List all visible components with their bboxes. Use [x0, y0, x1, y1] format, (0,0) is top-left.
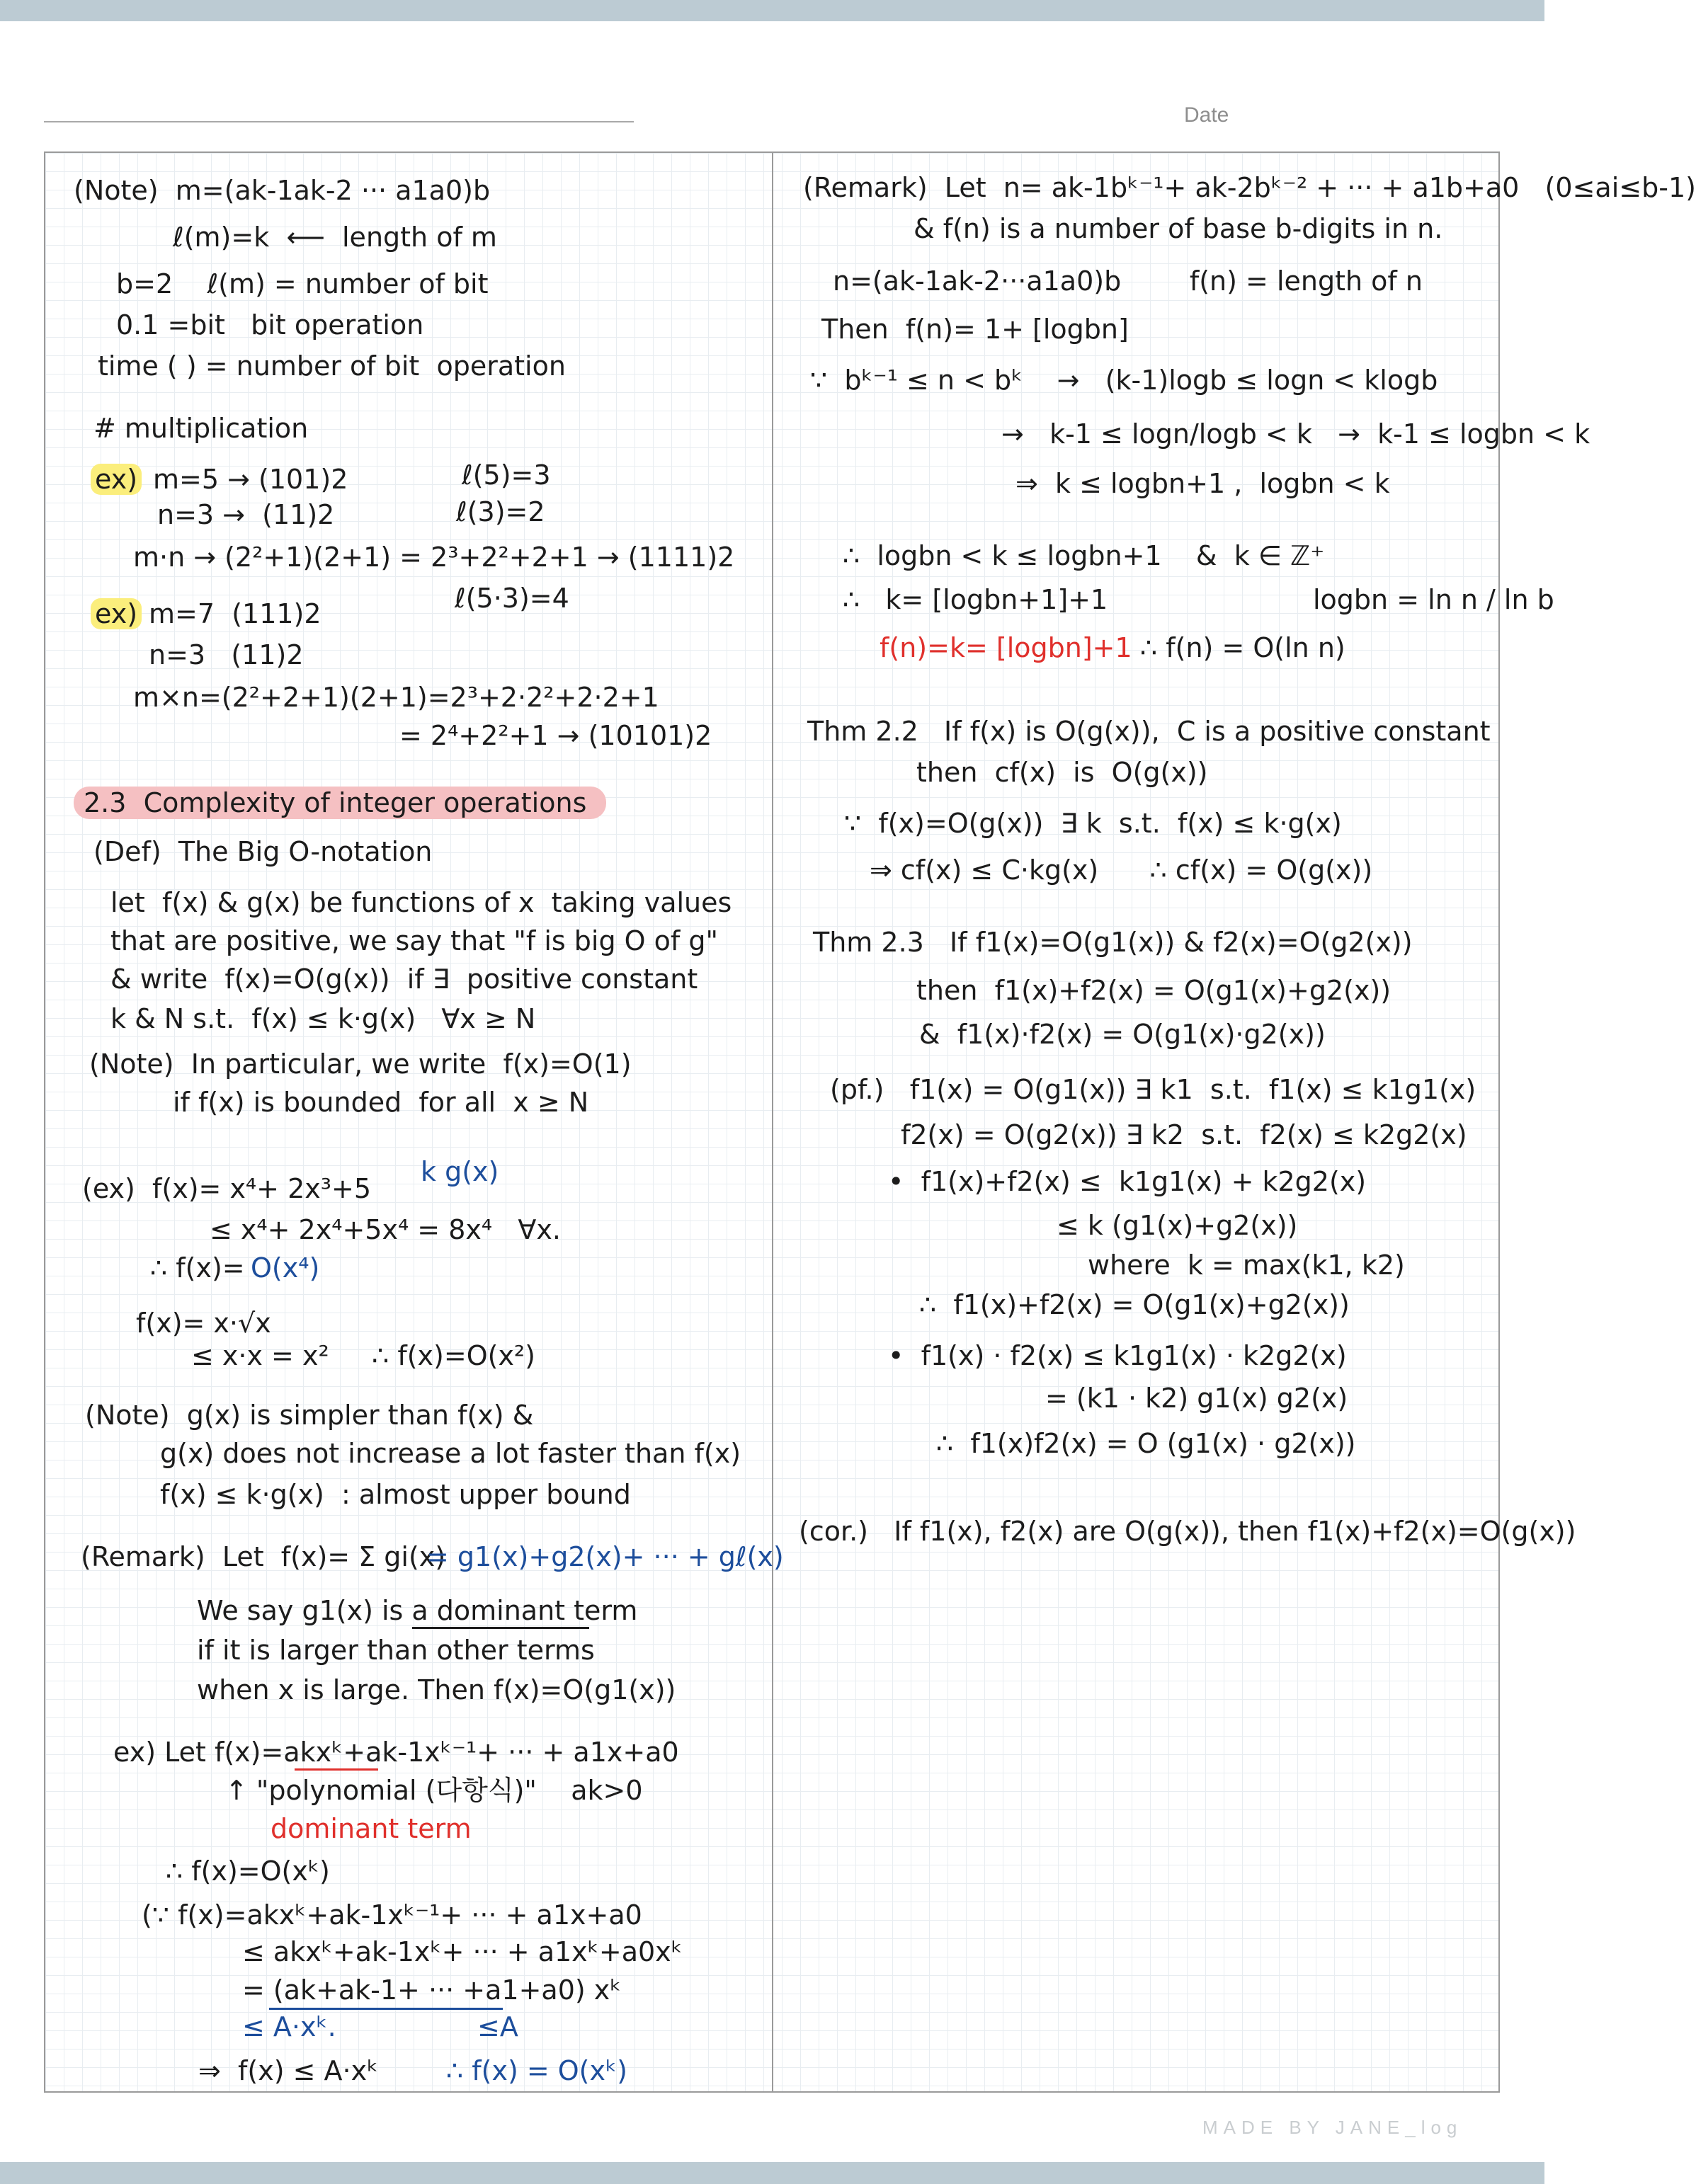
note-text: ↑ "polynomial (다항식)" ak>0 — [225, 1775, 643, 1806]
dominant-term-underline — [412, 1627, 589, 1629]
note-line — [91, 598, 142, 630]
note-line — [116, 309, 423, 341]
note-line — [142, 1899, 642, 1931]
note-text: ∴ f(x) = O(xᵏ) — [446, 2055, 627, 2086]
note-text: ∴ k= [logbn+1]+1 — [843, 584, 1108, 615]
note-line — [116, 268, 489, 300]
note-text: ⇒ f(x) ≤ A·xᵏ — [198, 2055, 379, 2086]
note-line — [936, 1427, 1355, 1460]
note-text: g(x) does not increase a lot faster than f(x) — [160, 1438, 741, 1469]
note-text: n=3 (11)2 — [149, 639, 304, 670]
note-text: • f1(x)+f2(x) ≤ k1g1(x) + k2g2(x) — [888, 1166, 1367, 1197]
note-line — [242, 1936, 683, 1968]
note-line — [85, 1399, 533, 1431]
note-line — [210, 1213, 561, 1246]
note-line — [242, 1974, 621, 2006]
note-text: m=5 → (101)2 — [153, 464, 348, 495]
note-text: (Remark) Let f(x)= Σ gi(x) — [81, 1541, 446, 1572]
note-text: Thm 2.2 If f(x) is O(g(x)), C is a positive constant — [807, 716, 1491, 747]
note-line — [133, 681, 659, 714]
note-line — [916, 756, 1208, 789]
note-text: → k-1 ≤ logn/logb < k → k-1 ≤ logbn < k — [1001, 418, 1590, 450]
note-line — [914, 212, 1442, 245]
note-text: f2(x) = O(g2(x)) ∃ k2 s.t. f2(x) ≤ k2g2(x) — [901, 1119, 1467, 1150]
note-text: ≤ x⁴+ 2x⁴+5x⁴ = 8x⁴ ∀x. — [210, 1214, 561, 1245]
made-by-footer: MADE BY JANE_log — [1202, 2117, 1463, 2138]
note-line — [1313, 583, 1554, 616]
note-text: b=2 ℓ(m) = number of bit — [116, 268, 489, 299]
note-line — [110, 886, 732, 919]
note-line — [843, 539, 1324, 572]
note-text: Thm 2.3 If f1(x)=O(g1(x)) & f2(x)=O(g2(x)) — [813, 927, 1413, 958]
note-line — [82, 1172, 371, 1205]
note-line — [1045, 1382, 1348, 1414]
note-text: ≤ akxᵏ+ak-1xᵏ+ ··· + a1xᵏ+a0xᵏ — [242, 1936, 683, 1967]
note-line — [799, 1515, 1576, 1548]
note-text: ex) Let f(x)=akxᵏ+ak-1xᵏ⁻¹+ ··· + a1x+a0 — [113, 1737, 679, 1768]
note-text: ∴ f(n) = O(ln n) — [1140, 632, 1345, 663]
note-line — [477, 2011, 518, 2043]
note-text: ≤ x·x = x² ∴ f(x)=O(x²) — [191, 1340, 535, 1371]
note-line — [84, 787, 586, 819]
note-line — [813, 926, 1413, 959]
note-text: ℓ(5)=3 — [462, 459, 551, 491]
note-line — [251, 1252, 319, 1284]
note-text: # multiplication — [93, 413, 309, 444]
note-text: 2.3 Complexity of integer operations — [84, 787, 587, 818]
note-line — [160, 1478, 631, 1511]
note-text: • f1(x) · f2(x) ≤ k1g1(x) · k2g2(x) — [888, 1340, 1347, 1371]
note-text: time ( ) = number of bit operation — [98, 350, 566, 382]
column-divider — [772, 153, 773, 2091]
note-line — [821, 313, 1129, 345]
note-line — [160, 1437, 741, 1470]
note-line — [81, 1540, 445, 1573]
note-text: f(x) ≤ k·g(x) : almost upper bound — [160, 1479, 631, 1510]
note-text: ∴ logbn < k ≤ logbn+1 & k ∈ ℤ⁺ — [843, 540, 1325, 571]
note-text: We say g1(x) is a dominant term — [197, 1595, 638, 1626]
note-line — [133, 541, 734, 573]
note-line — [830, 1073, 1476, 1106]
note-text: = g1(x)+g2(x)+ ··· + gℓ(x) — [426, 1541, 784, 1572]
date-underline — [44, 121, 634, 122]
note-text: k & N s.t. f(x) ≤ k·g(x) ∀x ≥ N — [110, 1003, 536, 1034]
note-text: where k = max(k1, k2) — [1088, 1250, 1405, 1281]
note-line — [157, 498, 334, 531]
note-line — [93, 835, 432, 868]
note-text: ℓ(3)=2 — [456, 496, 545, 527]
note-line — [810, 364, 1438, 396]
note-text: ≤ A·xᵏ. — [242, 2011, 336, 2042]
note-line — [901, 1119, 1467, 1151]
note-text: ∴ f1(x)f2(x) = O (g1(x) · g2(x)) — [936, 1428, 1356, 1459]
note-line — [113, 1736, 679, 1768]
note-line — [1015, 467, 1390, 500]
note-line — [399, 719, 712, 752]
note-text: ≤A — [477, 2011, 518, 2042]
note-line — [173, 1086, 588, 1119]
note-line — [870, 854, 1372, 886]
sum-underline — [269, 2008, 503, 2010]
note-line — [225, 1774, 643, 1807]
note-text: ⇒ cf(x) ≤ C·kg(x) ∴ cf(x) = O(g(x)) — [870, 854, 1373, 886]
note-text: ∵ bᵏ⁻¹ ≤ n < bᵏ → (k-1)logb ≤ logn < klogb — [810, 365, 1438, 396]
note-line — [1001, 418, 1590, 450]
note-text: ℓ(m)=k ⟵ length of m — [173, 222, 497, 253]
note-line — [833, 265, 1423, 297]
note-text: logbn = ln n / ln b — [1313, 584, 1554, 615]
note-line — [173, 221, 497, 253]
note-text: f(x)= x·√x — [136, 1308, 271, 1339]
note-text: ∴ f1(x)+f2(x) = O(g1(x)+g2(x)) — [919, 1289, 1350, 1320]
note-line — [93, 412, 308, 445]
note-line — [149, 639, 304, 671]
note-text: f(n)=k= [logbn]+1 — [880, 632, 1132, 663]
note-line — [1140, 631, 1345, 664]
note-text: ex) — [91, 464, 142, 495]
note-line — [456, 496, 545, 528]
note-line — [446, 2054, 627, 2087]
note-text: = (ak+ak-1+ ··· +a1+a0) xᵏ — [242, 1974, 622, 2006]
note-line — [110, 1002, 535, 1035]
note-text: ∴ f(x)=O(xᵏ) — [166, 1856, 330, 1887]
note-line — [426, 1540, 784, 1573]
note-text: 0.1 =bit bit operation — [116, 309, 424, 341]
note-text: if it is larger than other terms — [197, 1635, 595, 1666]
note-line — [150, 1252, 245, 1284]
note-text: (Note) In particular, we write f(x)=O(1) — [89, 1048, 632, 1080]
note-text: (Def) The Big O-notation — [93, 836, 433, 867]
note-line — [843, 583, 1108, 616]
note-text: & f1(x)·f2(x) = O(g1(x)·g2(x)) — [919, 1019, 1326, 1050]
note-line — [153, 463, 348, 496]
note-line — [880, 631, 1132, 664]
note-line — [110, 925, 718, 957]
note-line — [198, 2054, 378, 2087]
note-text: dominant term — [271, 1813, 472, 1844]
note-line — [191, 1339, 535, 1372]
note-line — [455, 582, 569, 614]
note-text: = (k1 · k2) g1(x) g2(x) — [1045, 1383, 1348, 1414]
note-text: then cf(x) is O(g(x)) — [916, 757, 1208, 788]
note-text: (Remark) Let n= ak-1bᵏ⁻¹+ ak-2bᵏ⁻² + ··· + a1b+a0 (0≤ai≤b-1) — [803, 172, 1696, 203]
note-line — [197, 1634, 595, 1666]
note-line — [91, 463, 142, 496]
note-text: ∵ f(x)=O(g(x)) ∃ k s.t. f(x) ≤ k·g(x) — [844, 808, 1342, 839]
note-text: m×n=(2²+2+1)(2+1)=2³+2·2²+2·2+1 — [133, 682, 659, 713]
note-text: O(x⁴) — [251, 1252, 320, 1283]
note-line — [888, 1339, 1347, 1372]
note-line — [919, 1018, 1326, 1051]
note-text: & write f(x)=O(g(x)) if ∃ positive constant — [110, 964, 698, 995]
note-line — [421, 1155, 499, 1188]
note-text: (Note) m=(ak-1ak-2 ··· a1a0)b — [74, 175, 491, 206]
note-text: n=(ak-1ak-2···a1a0)b f(n) = length of n — [833, 265, 1423, 297]
note-sheet — [44, 151, 1696, 2093]
note-line — [462, 459, 551, 491]
note-line — [1088, 1249, 1405, 1281]
note-text: ℓ(5·3)=4 — [455, 583, 569, 614]
note-line — [74, 174, 490, 207]
note-text: (pf.) f1(x) = O(g1(x)) ∃ k1 s.t. f1(x) ≤ k1g1(x) — [830, 1074, 1476, 1105]
note-text: if f(x) is bounded for all x ≥ N — [173, 1087, 589, 1118]
note-line — [89, 1048, 632, 1080]
note-text: Then f(n)= 1+ [logbn] — [821, 314, 1129, 345]
note-text: ≤ k (g1(x)+g2(x)) — [1057, 1210, 1298, 1241]
note-line — [197, 1674, 676, 1706]
note-line — [149, 598, 321, 630]
note-text: & f(n) is a number of base b-digits in n. — [914, 213, 1443, 244]
note-text: (ex) f(x)= x⁴+ 2x³+5 — [82, 1173, 371, 1204]
note-text: ∴ f(x)= — [150, 1252, 245, 1283]
note-text: when x is large. Then f(x)=O(g1(x)) — [197, 1674, 676, 1705]
note-text: (cor.) If f1(x), f2(x) are O(g(x)), then f1(x)+f2(x)=O(g(x)) — [799, 1516, 1576, 1547]
note-text: ex) — [91, 598, 142, 629]
top-bar — [0, 0, 1544, 21]
leading-term-underline — [295, 1768, 378, 1771]
note-line — [916, 974, 1391, 1007]
note-line — [166, 1855, 330, 1887]
note-text: that are positive, we say that "f is big O of g" — [110, 925, 718, 956]
note-line — [844, 807, 1342, 840]
note-line — [919, 1288, 1350, 1321]
date-label: Date — [1184, 103, 1229, 127]
note-line — [803, 171, 1696, 204]
note-line — [271, 1812, 472, 1845]
note-text: (Note) g(x) is simpler than f(x) & — [85, 1400, 534, 1431]
note-line — [888, 1165, 1366, 1198]
bottom-bar — [0, 2162, 1544, 2184]
note-line — [197, 1594, 637, 1627]
note-text: = 2⁴+2²+1 → (10101)2 — [399, 720, 712, 751]
note-line — [98, 350, 566, 382]
note-text: ⇒ k ≤ logbn+1 , logbn < k — [1015, 468, 1390, 499]
note-line — [136, 1307, 271, 1339]
note-text: m=7 (111)2 — [149, 598, 321, 629]
note-line — [242, 2011, 336, 2043]
note-text: m·n → (2²+1)(2+1) = 2³+2²+2+1 → (1111)2 — [133, 542, 735, 573]
note-text: (∵ f(x)=akxᵏ+ak-1xᵏ⁻¹+ ··· + a1x+a0 — [142, 1899, 642, 1931]
note-line — [110, 963, 698, 995]
note-line — [1057, 1209, 1297, 1242]
note-line — [807, 715, 1491, 748]
note-text: let f(x) & g(x) be functions of x taking values — [110, 887, 732, 918]
note-text: k g(x) — [421, 1156, 499, 1187]
note-text: then f1(x)+f2(x) = O(g1(x)+g2(x)) — [916, 975, 1391, 1006]
note-text: n=3 → (11)2 — [157, 499, 335, 530]
